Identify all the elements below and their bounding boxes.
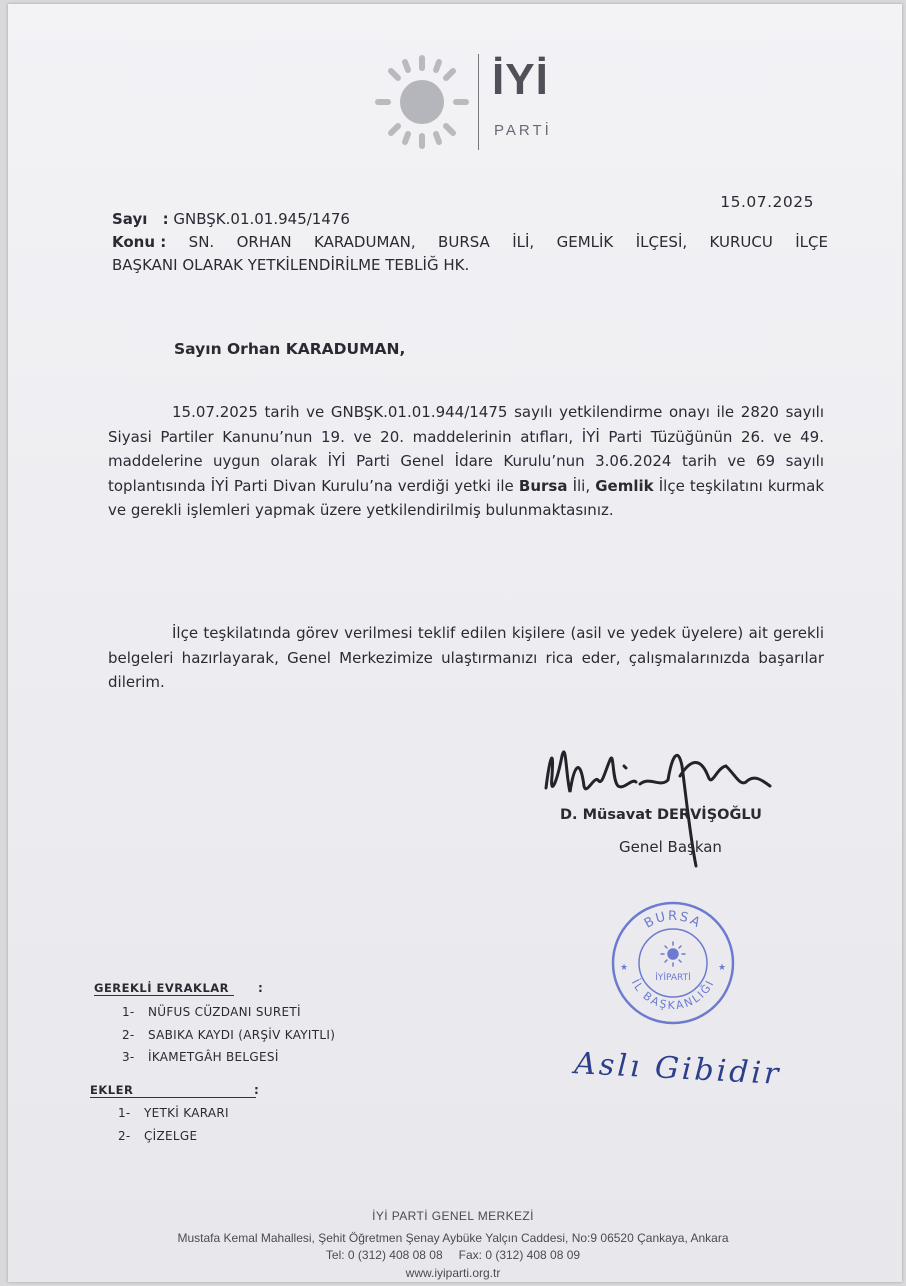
salutation: Sayın Orhan KARADUMAN, bbox=[174, 340, 406, 358]
konu-line: Konu : SN. ORHAN KARADUMAN, BURSA İLİ, GEMLİK İLÇESİ, KURUCU İLÇE bbox=[112, 231, 828, 254]
footer-website: www.iyiparti.org.tr bbox=[405, 1266, 501, 1280]
stamp-center-text: İYİPARTİ bbox=[655, 973, 691, 983]
handwritten-note bbox=[568, 1032, 798, 1102]
sun-icon bbox=[370, 52, 474, 156]
body-paragraph-1 bbox=[108, 400, 824, 523]
required-docs-underline bbox=[94, 995, 234, 996]
konu-label: Konu bbox=[112, 233, 156, 251]
attachments-colon: : bbox=[254, 1083, 259, 1097]
p1-text: 15.07.2025 tarih ve GNBŞK.01.01.944/1475 sayılı yetkilendirme onayı ile 2820 sayılı Siyasi Partiler Kanunu’nun 19. ve 20. maddelerinin atıfları, İYİ Parti Tüzüğünün 26. ve 49. maddelerine uygun olarak İYİ Parti Genel İdare Kurulu’nun 3.06.2024 tarih ve 69 sayılı toplantısında İYİ Parti Divan Kurulu’na verdiği yetki ile bbox=[108, 403, 824, 495]
konu-word: GEMLİK bbox=[556, 233, 614, 251]
required-docs-colon: : bbox=[258, 981, 263, 995]
sayi-label: Sayı bbox=[112, 210, 148, 228]
konu-word: KARADUMAN, bbox=[314, 233, 416, 251]
party-logo bbox=[370, 52, 570, 156]
footer-org: İYİ PARTİ GENEL MERKEZİ bbox=[372, 1209, 534, 1223]
konu-word: İLÇESİ, bbox=[635, 233, 688, 251]
stamp-star-icon: ★ bbox=[718, 963, 727, 973]
konu-word: SN. bbox=[188, 233, 215, 251]
konu-word: İLÇE bbox=[795, 233, 828, 251]
stamp-top-text: BURSA bbox=[641, 908, 705, 932]
attachment-item: 2- ÇİZELGE bbox=[118, 1129, 198, 1143]
footer-tel: Tel: 0 (312) 408 08 08 bbox=[325, 1248, 443, 1262]
signatory-title: Genel Başkan bbox=[619, 838, 722, 856]
attachments-title: EKLER bbox=[90, 1083, 134, 1097]
konu-word: KURUCU bbox=[709, 233, 773, 251]
konu-line-2: BAŞKANI OLARAK YETKİLENDİRİLME TEBLİĞ HK. bbox=[112, 256, 470, 274]
required-doc-item: 3- İKAMETGÂH BELGESİ bbox=[122, 1050, 279, 1064]
p1-text-ili: İli, bbox=[572, 476, 591, 495]
stamp-sun-icon bbox=[661, 942, 685, 966]
signatory-name: D. Müsavat DERVİŞOĞLU bbox=[560, 807, 762, 823]
stamp-bottom-text: İL BAŞKANLIĞI bbox=[628, 977, 718, 1013]
konu-word: İLİ, bbox=[512, 233, 535, 251]
attachment-item: 1- YETKİ KARARI bbox=[118, 1106, 229, 1120]
p1-bold-bursa: Bursa bbox=[518, 476, 568, 495]
required-doc-item: 2- SABIKA KAYDI (ARŞİV KAYITLI) bbox=[122, 1028, 336, 1042]
footer-contact bbox=[0, 1248, 906, 1262]
logo-subtitle: PARTİ bbox=[494, 122, 552, 139]
reference-block bbox=[112, 208, 828, 277]
konu-word: BURSA bbox=[438, 233, 490, 251]
logo-divider bbox=[478, 54, 479, 150]
sayi-value: GNBŞK.01.01.945/1476 bbox=[173, 210, 350, 228]
official-stamp bbox=[608, 898, 738, 1028]
p2-text: İlçe teşkilatında görev verilmesi teklif edilen kişilere (asil ve yedek üyelere) ait gerekli belgeleri hazırlayarak, Genel Merkezimize ulaştırmanızı rica eder, çalışmalarınızda başarılar dilerim. bbox=[108, 624, 824, 691]
p1-text-end: İlçe teşkilatını kurmak ve gerekli işlemleri yapmak üzere yetkilendirilmiş bulunmaktasınız. bbox=[108, 476, 825, 519]
attachments-underline bbox=[90, 1097, 256, 1098]
konu-word: ORHAN bbox=[236, 233, 292, 251]
required-docs-title: GEREKLİ EVRAKLAR bbox=[94, 981, 230, 995]
footer-fax: Fax: 0 (312) 408 08 09 bbox=[458, 1248, 581, 1262]
logo-wordmark: İYİ bbox=[492, 55, 549, 104]
letter-page bbox=[8, 4, 902, 1282]
required-doc-item: 1- NÜFUS CÜZDANI SURETİ bbox=[122, 1005, 301, 1019]
stamp-star-icon: ★ bbox=[620, 963, 629, 973]
letter-date: 15.07.2025 bbox=[720, 193, 814, 211]
sayi-line: Sayı : GNBŞK.01.01.945/1476 bbox=[112, 210, 350, 228]
body-paragraph-2 bbox=[108, 621, 824, 695]
footer-address: Mustafa Kemal Mahallesi, Şehit Öğretmen Şenay Aybüke Yalçın Caddesi, No:9 06520 Çankaya, Ankara bbox=[177, 1231, 729, 1245]
p1-bold-gemlik: Gemlik bbox=[595, 476, 654, 495]
svg-text:Aslı Gibidir: Aslı Gibidir bbox=[573, 1046, 783, 1092]
